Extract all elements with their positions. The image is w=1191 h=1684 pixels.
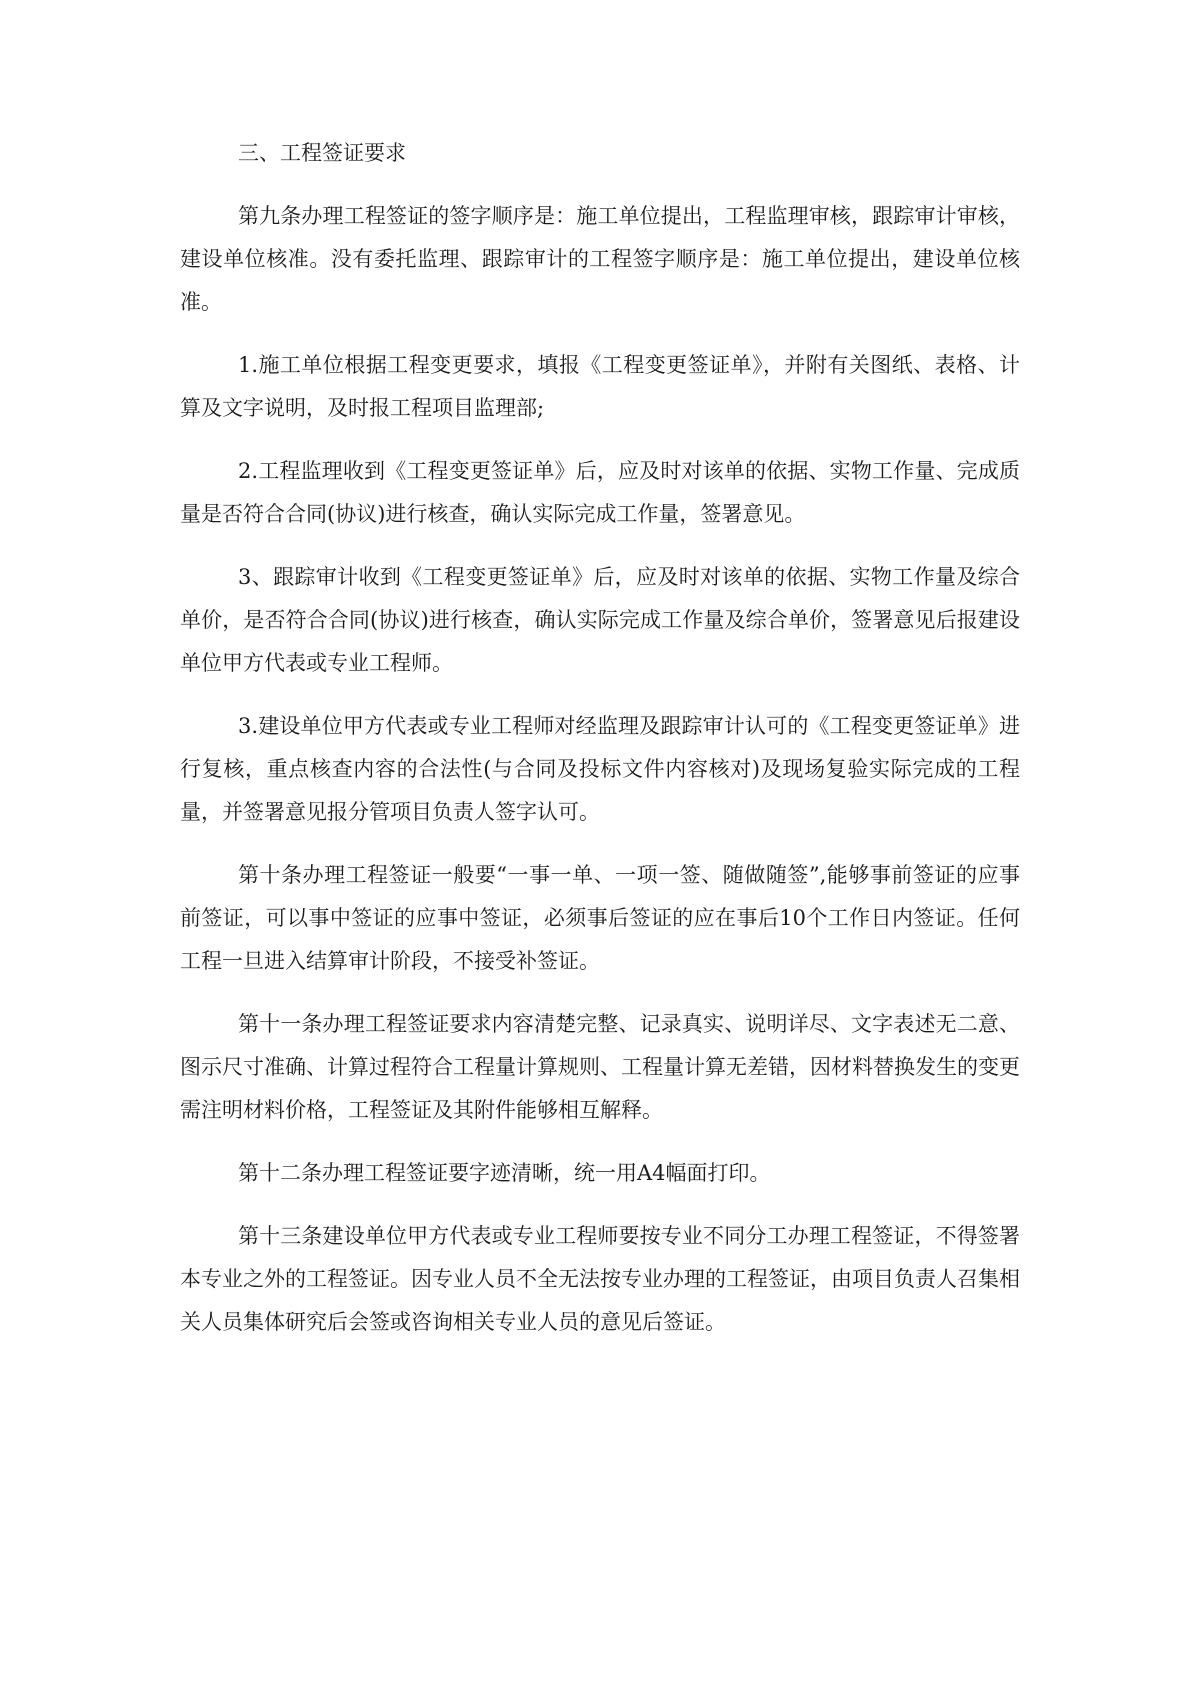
- document-body: [180, 132, 1020, 1344]
- paragraph-item-2: 2.工程监理收到《工程变更签证单》后，应及时对该单的依据、实物工作量、完成质量是否符合合同(协议)进行核查，确认实际完成工作量，签署意见。: [180, 459, 1020, 526]
- paragraph-item-3-audit: 3、跟踪审计收到《工程变更签证单》后，应及时对该单的依据、实物工作量及综合单价，是否符合合同(协议)进行核查，确认实际完成工作量及综合单价，签署意见后报建设单位甲方代表或专业工程师。: [180, 565, 1020, 675]
- section-heading: 三、工程签证要求: [238, 141, 406, 165]
- paragraph-article-13: 第十三条建设单位甲方代表或专业工程师要按专业不同分工办理工程签证，不得签署本专业之外的工程签证。因专业人员不全无法按专业办理的工程签证，由项目负责人召集相关人员集体研究后会签或咨询相关专业人员的意见后签证。: [180, 1224, 1020, 1334]
- paragraph-article-9: 第九条办理工程签证的签字顺序是：施工单位提出，工程监理审核，跟踪审计审核，建设单位核准。没有委托监理、跟踪审计的工程签字顺序是：施工单位提出，建设单位核准。: [180, 204, 1020, 314]
- paragraph-item-1: 1.施工单位根据工程变更要求，填报《工程变更签证单》，并附有关图纸、表格、计算及文字说明，及时报工程项目监理部;: [180, 353, 1020, 420]
- paragraph-article-11: 第十一条办理工程签证要求内容清楚完整、记录真实、说明详尽、文字表述无二意、图示尺寸准确、计算过程符合工程量计算规则、工程量计算无差错，因材料替换发生的变更需注明材料价格，工程签证及其附件能够相互解释。: [180, 1012, 1020, 1122]
- paragraph-article-10: 第十条办理工程签证一般要“一事一单、一项一签、随做随签”,能够事前签证的应事前签证，可以事中签证的应事中签证，必须事后签证的应在事后10个工作日内签证。任何工程一旦进入结算审计阶段，不接受补签证。: [180, 863, 1020, 973]
- paragraph-item-3-review: 3.建设单位甲方代表或专业工程师对经监理及跟踪审计认可的《工程变更签证单》进行复核，重点核查内容的合法性(与合同及投标文件内容核对)及现场复验实际完成的工程量，并签署意见报分管项目负责人签字认可。: [180, 714, 1020, 824]
- paragraph-article-12: 第十二条办理工程签证要字迹清晰，统一用A4幅面打印。: [238, 1161, 771, 1185]
